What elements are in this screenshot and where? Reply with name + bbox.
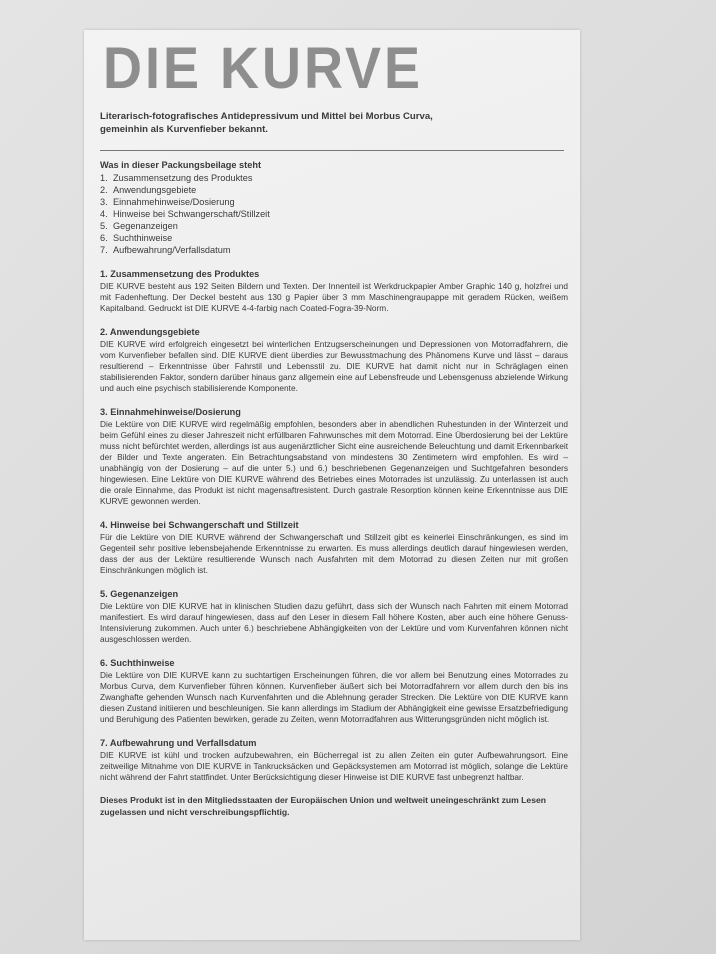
section-storage bbox=[100, 737, 568, 783]
toc-item-number: 2. bbox=[100, 185, 108, 195]
section-addiction bbox=[100, 657, 568, 725]
section-text: DIE KURVE wird erfolgreich eingesetzt bei winterlichen Entzugserscheinungen und Depressionen von Motorradfahrern, die vom Kurvenfieber befallen sind. DIE KURVE dient überdies zur Bewusstmachung des Phänomens Kurve und lässt – daraus resultierend – Erkenntnisse über Fahrstil und Lebensstil zu. DIE KURVE hat damit nicht nur in Schräglagen einen stabilisierenden Faktor, sondern darüber hinaus ganz allgemein eine auf Lebensfreude und Lebensgenuss abzielende Wirkung und auch eine psychisch stabilisierende Komponente. bbox=[100, 339, 568, 393]
section-heading: 6. Suchthinweise bbox=[100, 658, 175, 668]
section-applications bbox=[100, 326, 568, 394]
toc-item-number: 5. bbox=[100, 221, 108, 231]
section-heading: 5. Gegenanzeigen bbox=[100, 589, 179, 599]
toc-item bbox=[100, 220, 564, 232]
section-text: Die Lektüre von DIE KURVE kann zu suchtartigen Erscheinungen führen, die vor allem bei Benutzung eines Motorrades zu Morbus Curva, dem Kurvenfieber führen können. Kurvenfieber äußert sich bei Motorradfahrern vor allem durch den bis ins Zwanghafte gehenden Wunsch nach Kurvenfahrten und die Ablehnung gerader Strecken. Die Lektüre von DIE KURVE kann diesen Zustand initiieren und beschleunigen. Sie kann allerdings im Stadium der Abhängigkeit eine gewisse Ersatzbefriedigung und Beruhigung des Patienten bewirken, gerade zu Zeiten, wenn Motorradfahren aus Witterungsgründen nicht möglich ist. bbox=[100, 670, 568, 724]
section-text: Die Lektüre von DIE KURVE hat in klinischen Studien dazu geführt, dass sich der Wunsch nach Fahrten mit einem Motorrad manifestiert. Es wird darauf hingewiesen, dass auf den Leser in diesem Fall höhere Kosten, aber auch eine höhere Genuss-Intensivierung zukommen. Auch unter 6.) beschriebene Abhängigkeiten von der Lektüre und vom Kurvenfahren können nicht ausgeschlossen werden. bbox=[100, 601, 568, 644]
toc-item-label: Aufbewahrung/Verfallsdatum bbox=[113, 245, 231, 255]
toc-item bbox=[100, 172, 564, 184]
toc-item-number: 1. bbox=[100, 173, 108, 183]
toc-item bbox=[100, 208, 564, 220]
section-text: DIE KURVE ist kühl und trocken aufzubewahren, ein Bücherregal ist zu allen Zeiten ein guter Aufbewahrungsort. Eine zeitweilige Mitnahme von DIE KURVE in Tankrucksäcken und Gepäcksystemen am Motorrad ist möglich, solange die Lektüre nicht während der Fahrt stattfindet. Unter Berücksichtigung dieser Hinweise ist DIE KURVE fast unbegrenzt haltbar. bbox=[100, 750, 568, 782]
toc-item-label: Anwendungsgebiete bbox=[113, 185, 197, 195]
section-heading: 7. Aufbewahrung und Verfallsdatum bbox=[100, 738, 257, 748]
toc-item bbox=[100, 244, 564, 256]
section-dosage bbox=[100, 406, 568, 507]
divider bbox=[100, 150, 564, 151]
section-heading: 1. Zusammensetzung des Produktes bbox=[100, 269, 260, 279]
package-insert-sheet bbox=[84, 30, 580, 940]
section-heading: 3. Einnahmehinweise/Dosierung bbox=[100, 407, 241, 417]
section-heading: 2. Anwendungsgebiete bbox=[100, 327, 200, 337]
section-text: Für die Lektüre von DIE KURVE während der Schwangerschaft und Stillzeit gibt es keinerlei Einschränkungen, es sind im Gegenteil sehr positive lebensbejahende Erkenntnisse zu erwarten. Es muss allerdings deutlich darauf hingewiesen werden, dass der aus der Lektüre resultierende Wunsch nach Ausfahrten mit dem Motorrad zu diesen Zeiten nur mit großen Einschränkungen möglich ist. bbox=[100, 532, 568, 575]
toc-item-label: Suchthinweise bbox=[113, 233, 173, 243]
section-contraindications bbox=[100, 588, 568, 645]
toc-item-number: 3. bbox=[100, 197, 108, 207]
toc-item bbox=[100, 196, 564, 208]
toc-heading: Was in dieser Packungsbeilage steht bbox=[100, 160, 262, 170]
toc-item bbox=[100, 232, 564, 244]
toc-item-number: 7. bbox=[100, 245, 108, 255]
toc-item bbox=[100, 184, 564, 196]
toc-item-number: 4. bbox=[100, 209, 108, 219]
toc-item-label: Gegenanzeigen bbox=[113, 221, 178, 231]
section-text: DIE KURVE besteht aus 192 Seiten Bildern und Texten. Der Innenteil ist Werkdruckpapier Amber Graphic 140 g, holzfrei und mit Fadenheftung. Der Deckel besteht aus 130 g Papier über 3 mm Maschinengraupappe mit geradem Rücken, weißem Kapitalband. Gedruckt ist DIE KURVE 4-4-farbig nach Coated-Fogra-39-Norm. bbox=[100, 281, 568, 313]
toc-list bbox=[100, 172, 564, 256]
section-pregnancy bbox=[100, 519, 568, 576]
legal-footer: Dieses Produkt ist in den Mitgliedsstaaten der Europäischen Union und weltweit uneingeschränkt zum Lesen zugelassen und nicht verschreibungspflichtig. bbox=[100, 795, 547, 817]
toc-item-label: Zusammensetzung des Produktes bbox=[113, 173, 253, 183]
toc-item-label: Einnahmehinweise/Dosierung bbox=[113, 197, 235, 207]
section-heading: 4. Hinweise bei Schwangerschaft und Stillzeit bbox=[100, 520, 299, 530]
section-composition bbox=[100, 268, 568, 314]
document-title: DIE KURVE bbox=[103, 36, 424, 101]
section-text: Die Lektüre von DIE KURVE wird regelmäßig empfohlen, besonders aber in abendlichen Ruhestunden in der Winterzeit und beim Gefühl eines zu dieser Jahreszeit nicht erfüllbaren Fahrwunsches mit dem Motorrad. Eine Überdosierung bei der Lektüre muss nicht befürchtet werden, allerdings ist aus augenärztlicher Sicht eine ausreichende Beleuchtung und damit Erkennbarkeit der Bilder und Texte angeraten. Ein Betrachtungsabstand von mindestens 30 Zentimetern wird empfohlen. Es wird – unabhängig von der Dosierung – auf die unter 5.) und 6.) beschriebenen Gegenanzeigen und Suchtgefahren besonders hingewiesen. Eine Lektüre von DIE KURVE während des Betriebes eines Motorrades ist unzulässig. Zu unterlassen ist auch die orale Einnahme, das Produkt ist nicht magensaftresistent. Durch gastrale Resorption können keine Erkenntnisse aus DIE KURVE gewonnen werden. bbox=[100, 419, 568, 506]
table-of-contents bbox=[100, 159, 564, 256]
toc-item-number: 6. bbox=[100, 233, 108, 243]
toc-item-label: Hinweise bei Schwangerschaft/Stillzeit bbox=[113, 209, 270, 219]
document-subtitle: Literarisch-fotografisches Antidepressivum und Mittel bei Morbus Curva, gemeinhin als Kurvenfieber bekannt. bbox=[100, 111, 433, 135]
